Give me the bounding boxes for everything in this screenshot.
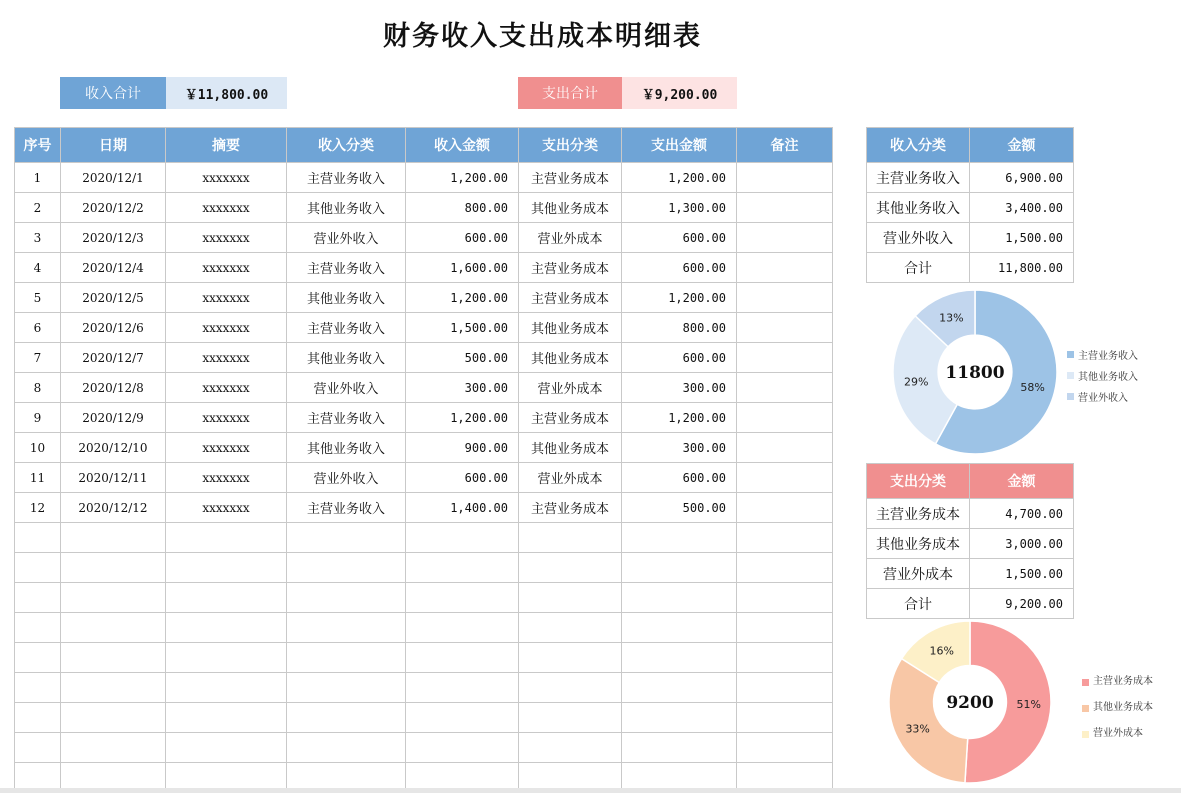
- table-cell[interactable]: 500.00: [622, 493, 737, 523]
- table-cell[interactable]: 11: [15, 463, 61, 493]
- empty-row: [15, 703, 833, 733]
- expense-donut-chart: [886, 618, 1054, 786]
- category-cell[interactable]: 合计: [867, 589, 970, 619]
- table-cell[interactable]: 1,300.00: [622, 193, 737, 223]
- table-cell[interactable]: [737, 373, 833, 403]
- empty-cell[interactable]: [519, 553, 622, 583]
- table-cell[interactable]: 1,200.00: [406, 403, 519, 433]
- legend-swatch: [1082, 731, 1089, 738]
- empty-cell[interactable]: [737, 553, 833, 583]
- table-cell[interactable]: xxxxxxx: [166, 313, 287, 343]
- table-row: [15, 193, 833, 223]
- column-header[interactable]: 金额: [970, 464, 1074, 499]
- empty-cell[interactable]: [622, 553, 737, 583]
- table-cell[interactable]: 2020/12/5: [61, 283, 166, 313]
- column-header[interactable]: 金额: [970, 128, 1074, 163]
- empty-cell[interactable]: [622, 613, 737, 643]
- donut-center-total: 11800: [945, 363, 1005, 383]
- table-row: [867, 529, 1074, 559]
- empty-cell[interactable]: [61, 523, 166, 553]
- table-row: [15, 343, 833, 373]
- table-cell[interactable]: xxxxxxx: [166, 193, 287, 223]
- empty-cell[interactable]: [166, 673, 287, 703]
- table-cell[interactable]: 2020/12/10: [61, 433, 166, 463]
- empty-cell[interactable]: [519, 643, 622, 673]
- table-row: [867, 589, 1074, 619]
- legend-item[interactable]: [1067, 347, 1138, 362]
- table-cell[interactable]: 其他业务收入: [287, 193, 406, 223]
- table-cell[interactable]: xxxxxxx: [166, 403, 287, 433]
- slice-label: 29%: [904, 375, 929, 389]
- table-cell[interactable]: 8: [15, 373, 61, 403]
- empty-row: [15, 733, 833, 763]
- empty-cell[interactable]: [15, 553, 61, 583]
- expense-total-label: 支出合计: [518, 77, 622, 109]
- empty-cell[interactable]: [61, 733, 166, 763]
- expense-summary-table: [866, 463, 1074, 619]
- table-row: [15, 373, 833, 403]
- category-cell[interactable]: 合计: [867, 253, 970, 283]
- table-cell[interactable]: 主营业务收入: [287, 403, 406, 433]
- slice-label: 13%: [939, 311, 964, 325]
- table-cell[interactable]: 300.00: [622, 373, 737, 403]
- income-donut-chart: [890, 287, 1060, 457]
- empty-row: [15, 583, 833, 613]
- table-cell[interactable]: xxxxxxx: [166, 373, 287, 403]
- table-cell[interactable]: 其他业务收入: [287, 343, 406, 373]
- empty-cell[interactable]: [737, 643, 833, 673]
- pie-slice[interactable]: [889, 659, 968, 783]
- table-cell[interactable]: 营业外收入: [287, 223, 406, 253]
- column-header[interactable]: 收入金额: [406, 128, 519, 163]
- legend-swatch: [1067, 393, 1074, 400]
- amount-cell[interactable]: 4,700.00: [970, 499, 1074, 529]
- empty-cell[interactable]: [737, 613, 833, 643]
- legend-swatch: [1067, 351, 1074, 358]
- table-cell[interactable]: 1,200.00: [406, 163, 519, 193]
- table-cell[interactable]: xxxxxxx: [166, 343, 287, 373]
- column-header[interactable]: 备注: [737, 128, 833, 163]
- column-header[interactable]: 序号: [15, 128, 61, 163]
- legend-item[interactable]: [1067, 368, 1138, 383]
- table-cell[interactable]: [737, 403, 833, 433]
- table-cell[interactable]: 主营业务成本: [519, 493, 622, 523]
- table-cell[interactable]: 800.00: [622, 313, 737, 343]
- legend-label: 主营业务收入: [1078, 351, 1138, 362]
- table-cell[interactable]: 300.00: [622, 433, 737, 463]
- donut-center-total: 9200: [946, 693, 994, 713]
- empty-cell[interactable]: [287, 703, 406, 733]
- table-cell[interactable]: 1,400.00: [406, 493, 519, 523]
- empty-cell[interactable]: [166, 643, 287, 673]
- table-cell[interactable]: 主营业务收入: [287, 253, 406, 283]
- table-cell[interactable]: 1,200.00: [622, 403, 737, 433]
- table-cell[interactable]: 2020/12/8: [61, 373, 166, 403]
- table-cell[interactable]: 主营业务成本: [519, 253, 622, 283]
- amount-cell[interactable]: 9,200.00: [970, 589, 1074, 619]
- empty-cell[interactable]: [622, 733, 737, 763]
- amount-cell[interactable]: 1,500.00: [970, 559, 1074, 589]
- table-cell[interactable]: 其他业务成本: [519, 433, 622, 463]
- table-cell[interactable]: 主营业务成本: [519, 163, 622, 193]
- empty-cell[interactable]: [166, 703, 287, 733]
- table-cell[interactable]: 6: [15, 313, 61, 343]
- table-cell[interactable]: [737, 223, 833, 253]
- table-row: [15, 403, 833, 433]
- table-row: [867, 163, 1074, 193]
- table-cell[interactable]: [737, 253, 833, 283]
- empty-cell[interactable]: [622, 583, 737, 613]
- empty-cell[interactable]: [287, 583, 406, 613]
- empty-cell[interactable]: [287, 613, 406, 643]
- table-cell[interactable]: [737, 193, 833, 223]
- table-cell[interactable]: 营业外成本: [519, 463, 622, 493]
- table-cell[interactable]: 主营业务成本: [519, 403, 622, 433]
- legend-swatch: [1067, 372, 1074, 379]
- empty-cell[interactable]: [406, 523, 519, 553]
- column-header[interactable]: 摘要: [166, 128, 287, 163]
- empty-cell[interactable]: [622, 673, 737, 703]
- legend-item[interactable]: [1082, 703, 1153, 713]
- table-cell[interactable]: 1,500.00: [406, 313, 519, 343]
- income-summary-table: [866, 127, 1074, 283]
- table-row: [867, 253, 1074, 283]
- table-cell[interactable]: 2020/12/7: [61, 343, 166, 373]
- empty-cell[interactable]: [287, 643, 406, 673]
- expense-total-box: [518, 77, 737, 109]
- table-cell[interactable]: 600.00: [622, 223, 737, 253]
- category-cell[interactable]: 其他业务收入: [867, 193, 970, 223]
- table-cell[interactable]: 800.00: [406, 193, 519, 223]
- income-chart-legend: [1067, 347, 1138, 410]
- table-cell[interactable]: 600.00: [622, 343, 737, 373]
- table-cell[interactable]: 2020/12/1: [61, 163, 166, 193]
- legend-swatch: [1082, 679, 1089, 686]
- empty-cell[interactable]: [519, 583, 622, 613]
- table-cell[interactable]: 其他业务成本: [519, 313, 622, 343]
- table-cell[interactable]: xxxxxxx: [166, 163, 287, 193]
- legend-item[interactable]: [1082, 729, 1153, 739]
- legend-item[interactable]: [1067, 389, 1138, 404]
- legend-label: 主营业务成本: [1093, 676, 1153, 687]
- table-cell[interactable]: 12: [15, 493, 61, 523]
- empty-cell[interactable]: [406, 613, 519, 643]
- empty-cell[interactable]: [287, 553, 406, 583]
- legend-label: 营业外收入: [1078, 393, 1128, 404]
- table-cell[interactable]: 9: [15, 403, 61, 433]
- amount-cell[interactable]: 3,000.00: [970, 529, 1074, 559]
- table-row: [15, 433, 833, 463]
- table-cell[interactable]: [737, 313, 833, 343]
- empty-cell[interactable]: [15, 643, 61, 673]
- page-title: 财务收入支出成本明细表: [383, 21, 702, 52]
- empty-cell[interactable]: [166, 733, 287, 763]
- empty-cell[interactable]: [15, 733, 61, 763]
- empty-cell[interactable]: [519, 703, 622, 733]
- empty-cell[interactable]: [166, 523, 287, 553]
- empty-cell[interactable]: [519, 673, 622, 703]
- empty-cell[interactable]: [519, 613, 622, 643]
- table-cell[interactable]: [737, 463, 833, 493]
- legend-label: 其他业务成本: [1093, 702, 1153, 713]
- table-cell[interactable]: 营业外收入: [287, 463, 406, 493]
- empty-cell[interactable]: [406, 673, 519, 703]
- empty-row: [15, 553, 833, 583]
- slice-label: 51%: [1016, 697, 1041, 711]
- table-cell[interactable]: 600.00: [622, 253, 737, 283]
- empty-cell[interactable]: [15, 613, 61, 643]
- empty-cell[interactable]: [287, 523, 406, 553]
- table-cell[interactable]: 1,200.00: [406, 283, 519, 313]
- table-cell[interactable]: [737, 163, 833, 193]
- table-cell[interactable]: 2: [15, 193, 61, 223]
- table-row: [15, 283, 833, 313]
- empty-cell[interactable]: [15, 523, 61, 553]
- empty-cell[interactable]: [406, 583, 519, 613]
- column-header[interactable]: 支出金额: [622, 128, 737, 163]
- empty-cell[interactable]: [61, 553, 166, 583]
- empty-cell[interactable]: [61, 703, 166, 733]
- expense-total-value[interactable]: ￥9,200.00: [622, 77, 737, 109]
- table-cell[interactable]: 500.00: [406, 343, 519, 373]
- empty-cell[interactable]: [287, 733, 406, 763]
- empty-row: [15, 523, 833, 553]
- table-cell[interactable]: 2020/12/3: [61, 223, 166, 253]
- horizontal-scrollbar[interactable]: [0, 788, 1181, 793]
- table-cell[interactable]: 2020/12/12: [61, 493, 166, 523]
- table-cell[interactable]: xxxxxxx: [166, 463, 287, 493]
- slice-label: 58%: [1020, 380, 1045, 394]
- empty-cell[interactable]: [61, 613, 166, 643]
- table-cell[interactable]: 600.00: [406, 463, 519, 493]
- income-total-label: 收入合计: [60, 77, 166, 109]
- empty-cell[interactable]: [15, 673, 61, 703]
- table-cell[interactable]: 1: [15, 163, 61, 193]
- amount-cell[interactable]: 1,500.00: [970, 223, 1074, 253]
- table-cell[interactable]: 10: [15, 433, 61, 463]
- table-cell[interactable]: xxxxxxx: [166, 253, 287, 283]
- amount-cell[interactable]: 6,900.00: [970, 163, 1074, 193]
- amount-cell[interactable]: 11,800.00: [970, 253, 1074, 283]
- amount-cell[interactable]: 3,400.00: [970, 193, 1074, 223]
- column-header[interactable]: 支出分类: [867, 464, 970, 499]
- table-cell[interactable]: xxxxxxx: [166, 283, 287, 313]
- table-cell[interactable]: 900.00: [406, 433, 519, 463]
- table-cell[interactable]: 主营业务收入: [287, 163, 406, 193]
- table-cell[interactable]: 5: [15, 283, 61, 313]
- slice-label: 16%: [929, 644, 954, 658]
- table-cell[interactable]: [737, 283, 833, 313]
- empty-cell[interactable]: [61, 673, 166, 703]
- legend-label: 营业外成本: [1093, 728, 1143, 739]
- table-cell[interactable]: 营业外成本: [519, 223, 622, 253]
- legend-item[interactable]: [1082, 677, 1153, 687]
- table-cell[interactable]: 2020/12/11: [61, 463, 166, 493]
- table-cell[interactable]: 2020/12/9: [61, 403, 166, 433]
- empty-cell[interactable]: [61, 643, 166, 673]
- empty-cell[interactable]: [519, 733, 622, 763]
- category-cell[interactable]: 营业外成本: [867, 559, 970, 589]
- table-cell[interactable]: 其他业务成本: [519, 193, 622, 223]
- table-cell[interactable]: 1,600.00: [406, 253, 519, 283]
- table-cell[interactable]: 4: [15, 253, 61, 283]
- table-cell[interactable]: xxxxxxx: [166, 223, 287, 253]
- table-cell[interactable]: xxxxxxx: [166, 493, 287, 523]
- expense-chart-legend: [1082, 677, 1153, 755]
- column-header[interactable]: 日期: [61, 128, 166, 163]
- empty-cell[interactable]: [61, 583, 166, 613]
- table-cell[interactable]: 7: [15, 343, 61, 373]
- table-cell[interactable]: 300.00: [406, 373, 519, 403]
- table-cell[interactable]: 1,200.00: [622, 283, 737, 313]
- table-row: [867, 193, 1074, 223]
- table-cell[interactable]: 其他业务成本: [519, 343, 622, 373]
- table-cell[interactable]: 2020/12/6: [61, 313, 166, 343]
- empty-cell[interactable]: [406, 553, 519, 583]
- table-row: [15, 223, 833, 253]
- slice-label: 33%: [905, 722, 930, 736]
- empty-cell[interactable]: [166, 553, 287, 583]
- table-cell[interactable]: 主营业务收入: [287, 313, 406, 343]
- legend-swatch: [1082, 705, 1089, 712]
- empty-row: [15, 673, 833, 703]
- table-cell[interactable]: 营业外成本: [519, 373, 622, 403]
- table-cell[interactable]: 2020/12/4: [61, 253, 166, 283]
- empty-cell[interactable]: [737, 673, 833, 703]
- empty-cell[interactable]: [166, 583, 287, 613]
- empty-cell[interactable]: [166, 613, 287, 643]
- table-cell[interactable]: [737, 433, 833, 463]
- empty-cell[interactable]: [622, 703, 737, 733]
- empty-cell[interactable]: [737, 583, 833, 613]
- category-cell[interactable]: 其他业务成本: [867, 529, 970, 559]
- detail-table: [14, 127, 833, 793]
- empty-cell[interactable]: [737, 733, 833, 763]
- table-cell[interactable]: 600.00: [406, 223, 519, 253]
- table-cell[interactable]: 1,200.00: [622, 163, 737, 193]
- table-cell[interactable]: 营业外收入: [287, 373, 406, 403]
- empty-row: [15, 613, 833, 643]
- table-cell[interactable]: [737, 493, 833, 523]
- empty-cell[interactable]: [15, 703, 61, 733]
- category-cell[interactable]: 主营业务成本: [867, 499, 970, 529]
- empty-cell[interactable]: [622, 523, 737, 553]
- table-row: [867, 559, 1074, 589]
- income-total-box: [60, 77, 287, 109]
- empty-cell[interactable]: [406, 733, 519, 763]
- table-cell[interactable]: 2020/12/2: [61, 193, 166, 223]
- empty-cell[interactable]: [622, 643, 737, 673]
- table-row: [15, 253, 833, 283]
- empty-cell[interactable]: [519, 523, 622, 553]
- empty-cell[interactable]: [406, 703, 519, 733]
- table-cell[interactable]: 600.00: [622, 463, 737, 493]
- table-cell[interactable]: 主营业务成本: [519, 283, 622, 313]
- table-row: [15, 463, 833, 493]
- empty-cell[interactable]: [737, 523, 833, 553]
- table-cell[interactable]: 3: [15, 223, 61, 253]
- category-cell[interactable]: 营业外收入: [867, 223, 970, 253]
- column-header[interactable]: 收入分类: [287, 128, 406, 163]
- category-cell[interactable]: 主营业务收入: [867, 163, 970, 193]
- empty-row: [15, 643, 833, 673]
- empty-cell[interactable]: [287, 673, 406, 703]
- table-cell[interactable]: 其他业务收入: [287, 283, 406, 313]
- table-cell[interactable]: 主营业务收入: [287, 493, 406, 523]
- income-total-value[interactable]: ￥11,800.00: [166, 77, 287, 109]
- column-header[interactable]: 收入分类: [867, 128, 970, 163]
- legend-label: 其他业务收入: [1078, 372, 1138, 383]
- table-cell[interactable]: 其他业务收入: [287, 433, 406, 463]
- empty-cell[interactable]: [15, 583, 61, 613]
- table-row: [15, 493, 833, 523]
- table-row: [15, 163, 833, 193]
- table-row: [15, 313, 833, 343]
- table-cell[interactable]: xxxxxxx: [166, 433, 287, 463]
- table-cell[interactable]: [737, 343, 833, 373]
- table-row: [867, 223, 1074, 253]
- empty-cell[interactable]: [406, 643, 519, 673]
- table-row: [867, 499, 1074, 529]
- empty-cell[interactable]: [737, 703, 833, 733]
- column-header[interactable]: 支出分类: [519, 128, 622, 163]
